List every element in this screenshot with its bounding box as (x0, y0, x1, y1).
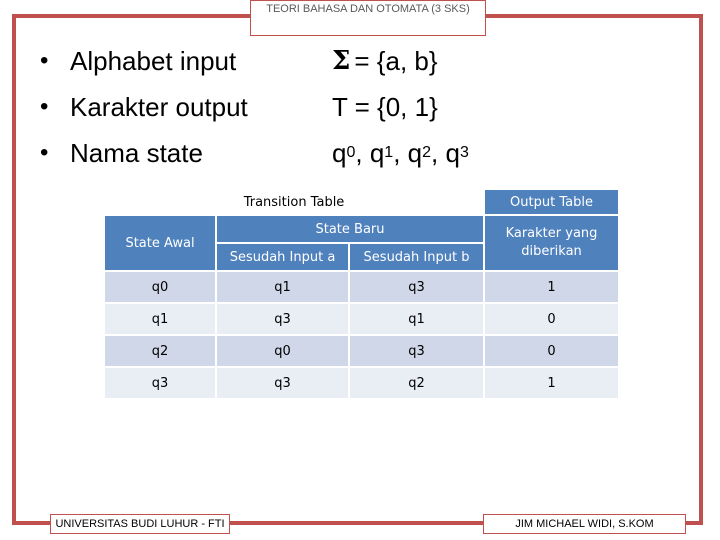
footer-author (483, 514, 686, 534)
table-row (105, 368, 618, 398)
bullet-list (40, 38, 248, 176)
bullet-label: Karakter output (70, 91, 248, 122)
table-cell: q1 (151, 311, 169, 327)
bullet-dot-icon: • (40, 47, 49, 74)
col-input-b: Sesudah Input b (350, 244, 483, 270)
states-definition (332, 130, 469, 176)
transition-table-title: Transition Table (105, 190, 483, 214)
col-input-a: Sesudah Input a (217, 244, 348, 270)
table-cell: q1 (408, 311, 425, 327)
table-row (105, 336, 618, 366)
table-cell: q0 (274, 343, 291, 359)
transition-output-table (103, 188, 620, 400)
definitions (332, 38, 469, 176)
table-cell: 0 (547, 311, 556, 327)
bullet-dot-icon: • (40, 139, 49, 166)
header-title: TEORI BAHASA DAN OTOMATA (3 SKS) (266, 3, 470, 15)
state-symbol: , q (431, 137, 460, 168)
state-symbol: q (332, 137, 347, 168)
bullet-label: Nama state (70, 137, 203, 168)
table-cell: q0 (151, 279, 169, 295)
alphabet-definition (332, 38, 469, 84)
state-subscript: 0 (346, 144, 356, 161)
table-cell: 1 (547, 375, 556, 391)
col-state-awal: State Awal (105, 216, 215, 270)
bullet-dot-icon: • (40, 93, 49, 120)
table-cell: q1 (274, 279, 291, 295)
state-symbol: , q (393, 137, 423, 168)
state-subscript: 2 (422, 144, 432, 161)
bullet-item (40, 84, 248, 130)
state-subscript: 1 (384, 144, 394, 161)
table-cell: q3 (408, 343, 425, 359)
sigma-icon: Σ (332, 46, 351, 76)
slide-header (250, 0, 486, 36)
output-table-title: Output Table (485, 190, 618, 214)
table-cell: q3 (151, 375, 169, 391)
table-cell: q3 (408, 279, 425, 295)
state-subscript: 3 (459, 144, 469, 161)
alphabet-value: = {a, b} (354, 45, 438, 76)
table-cell: q3 (274, 375, 291, 391)
table-row (105, 272, 618, 302)
table-cell: 1 (547, 279, 556, 295)
footer-university-label: UNIVERSITAS BUDI LUHUR - FTI (55, 518, 225, 530)
table-cell: q2 (408, 375, 425, 391)
bullet-item (40, 38, 248, 84)
col-karakter: Karakter yang diberikan (485, 216, 618, 270)
bullet-label: Alphabet input (70, 45, 237, 76)
table-row (105, 304, 618, 334)
output-definition (332, 84, 469, 130)
table-cell: 0 (547, 343, 556, 359)
footer-university (50, 514, 230, 534)
bullet-item (40, 130, 248, 176)
state-symbol: , q (355, 137, 385, 168)
output-value: T = {0, 1} (332, 91, 438, 122)
table-cell: q3 (274, 311, 291, 327)
footer-author-label: JIM MICHAEL WIDI, S.KOM (515, 518, 654, 530)
table-cell: q2 (151, 343, 169, 359)
col-state-baru: State Baru (217, 216, 483, 242)
